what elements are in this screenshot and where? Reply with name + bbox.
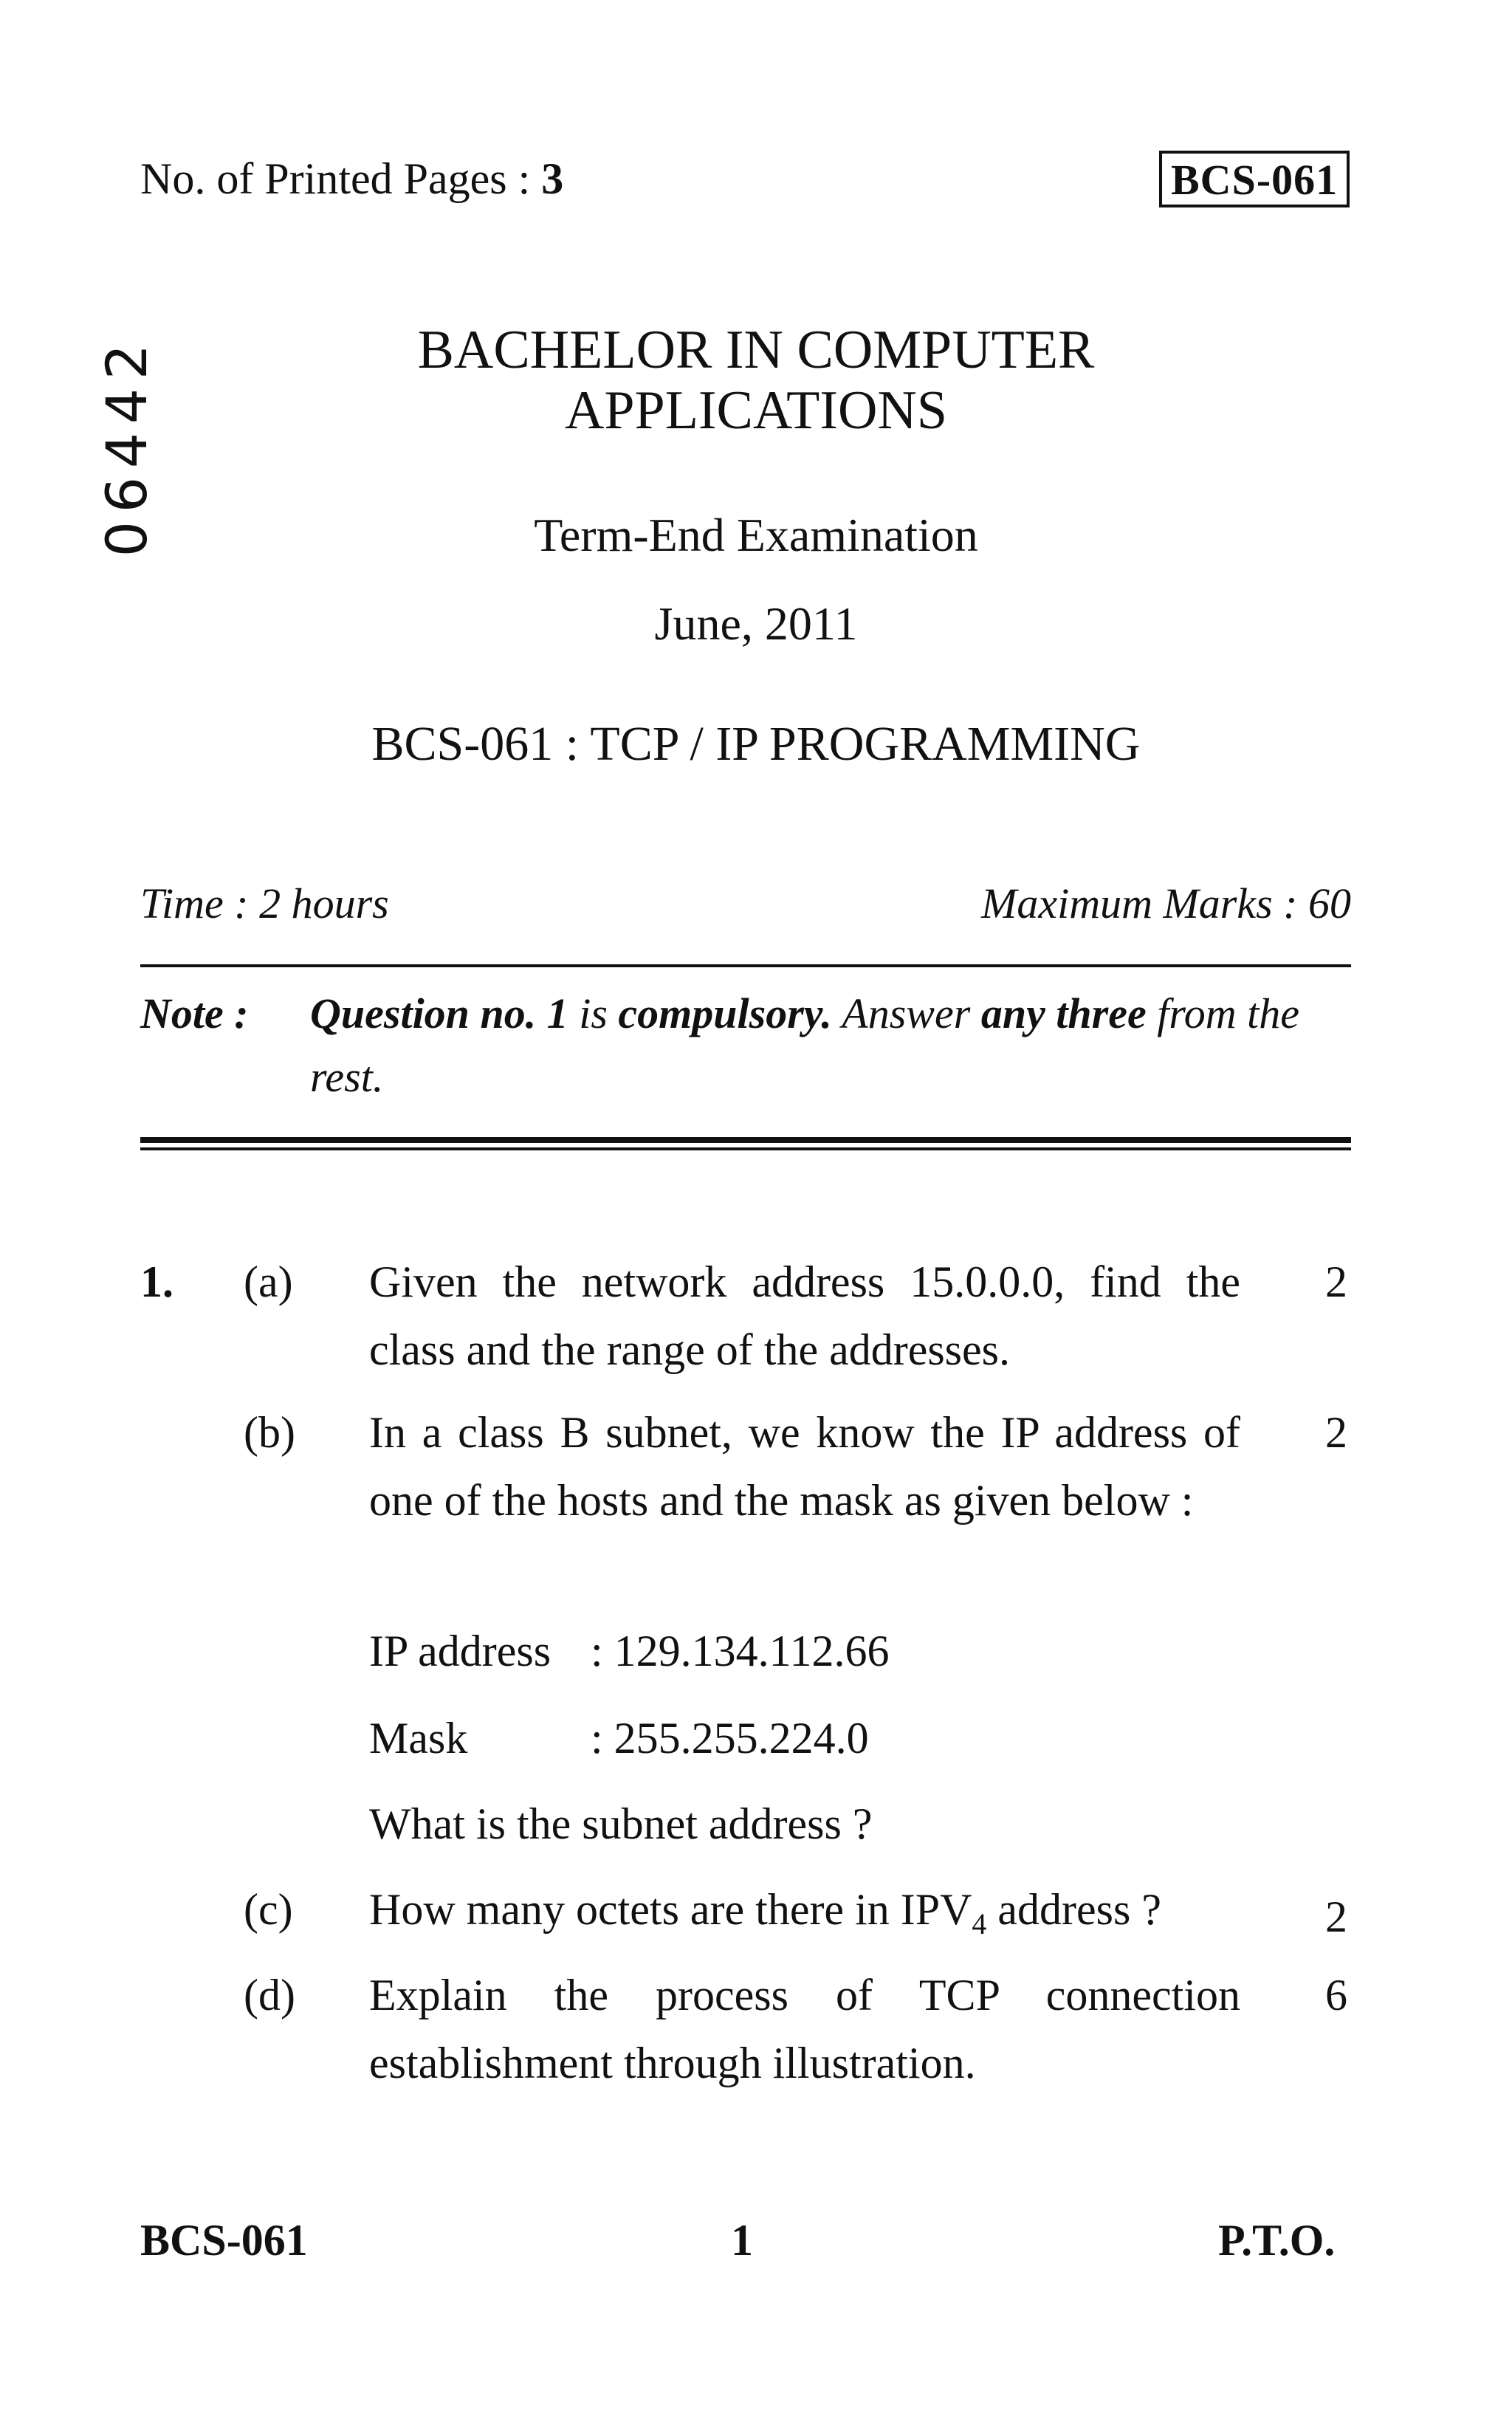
part-d-marks: 6 (1325, 1971, 1347, 2019)
part-b-marks: 2 (1325, 1408, 1347, 1457)
part-label: (a) (244, 1257, 293, 1306)
mask-value: : 255.255.224.0 (591, 1714, 869, 1762)
exam-meta-row (140, 879, 1351, 928)
serial-digit: 4 (94, 432, 159, 469)
part-d-text: Explain the process of TCP connection establishment through illustration. (369, 1971, 1240, 2087)
ip-address-label: IP address (369, 1627, 551, 1675)
programme-title-line1: BACHELOR IN COMPUTER (417, 320, 1095, 380)
serial-digit: 4 (94, 388, 159, 425)
programme-title-line2: APPLICATIONS (564, 380, 948, 441)
note-label: Note : (140, 989, 249, 1037)
mask-label: Mask (369, 1714, 468, 1762)
course-title: BCS-061 : TCP / IP PROGRAMMING (371, 717, 1141, 771)
ip-address-value: : 129.134.112.66 (591, 1627, 890, 1675)
note-text-part: from the rest. (310, 989, 1300, 1101)
double-divider-bottom (140, 1147, 1351, 1150)
double-divider-top (140, 1137, 1351, 1143)
exam-title: Term-End Examination (534, 509, 978, 561)
page-number: 1 (731, 2216, 753, 2265)
printed-pages-value: 3 (541, 154, 564, 203)
note-text (310, 982, 1366, 1109)
note-text-part: any three (980, 989, 1147, 1037)
question-number: 1. (140, 1257, 173, 1306)
note-text-part: compulsory. (618, 989, 832, 1037)
part-c-text-post: address ? (986, 1885, 1161, 1934)
exam-date: June, 2011 (654, 597, 858, 650)
note-text-part: Answer (831, 989, 981, 1037)
footer-course-code: BCS-061 (140, 2216, 308, 2265)
part-a-marks: 2 (1325, 1257, 1347, 1306)
maximum-marks: Maximum Marks : 60 (981, 879, 1351, 927)
part-label: (d) (244, 1971, 295, 2019)
part-a-text: Given the network address 15.0.0.0, find the class and the range of the addresses. (369, 1257, 1240, 1374)
serial-digit: 6 (94, 476, 159, 513)
part-c-text-pre: How many octets are there in IPV (369, 1885, 972, 1934)
please-turn-over: P.T.O. (1218, 2216, 1336, 2265)
time-allowed: Time : 2 hours (140, 879, 389, 927)
note-text-part: Question no. 1 (310, 989, 568, 1037)
serial-digit: 2 (94, 343, 159, 380)
part-c-marks: 2 (1325, 1892, 1347, 1941)
printed-pages-label: No. of Printed Pages : (140, 154, 531, 203)
printed-pages (140, 154, 563, 205)
course-code-box: BCS-061 (1159, 151, 1350, 207)
part-label: (b) (244, 1408, 295, 1457)
part-b-text: In a class B subnet, we know the IP address of one of the hosts and the mask as given below : (369, 1408, 1240, 1525)
divider (140, 964, 1351, 967)
note-text-part: is (568, 989, 619, 1037)
part-c-text (369, 1875, 1240, 1958)
subnet-question: What is the subnet address ? (369, 1799, 873, 1848)
serial-digit: 0 (94, 521, 159, 557)
part-c-text-sub: 4 (972, 1907, 987, 1940)
part-label: (c) (244, 1885, 293, 1934)
